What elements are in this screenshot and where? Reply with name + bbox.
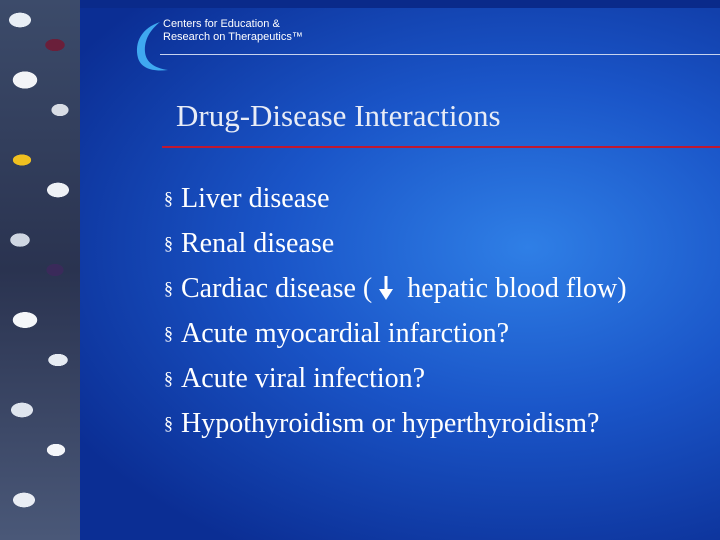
bullet-text-after: hepatic blood flow) bbox=[400, 273, 627, 304]
header-rule bbox=[160, 54, 720, 55]
org-name bbox=[163, 18, 303, 44]
bullet-item bbox=[164, 356, 627, 401]
title-underline bbox=[162, 146, 720, 148]
bullet-text: Renal disease bbox=[181, 228, 335, 259]
bullet-text: Acute viral infection? bbox=[181, 363, 426, 394]
org-name-line1: Centers for Education & bbox=[163, 18, 280, 30]
bullet-item bbox=[164, 221, 627, 266]
pills-photo bbox=[0, 0, 80, 540]
bullet-marker: § bbox=[164, 233, 173, 253]
bullet-marker: § bbox=[164, 368, 173, 388]
bullet-item bbox=[164, 401, 627, 446]
bullet-text: Liver disease bbox=[181, 183, 330, 214]
bullet-marker: § bbox=[164, 188, 173, 208]
down-arrow-icon bbox=[376, 275, 396, 301]
slide-title: Drug-Disease Interactions bbox=[176, 98, 501, 133]
bullet-item bbox=[164, 311, 627, 356]
bullet-item bbox=[164, 176, 627, 221]
org-name-line2: Research on Therapeutics™ bbox=[163, 31, 303, 43]
bullet-marker: § bbox=[164, 278, 173, 298]
bullet-marker: § bbox=[164, 323, 173, 343]
bullet-marker: § bbox=[164, 413, 173, 433]
bullet-list bbox=[164, 176, 627, 446]
bullet-text-before: Cardiac disease ( bbox=[181, 273, 373, 304]
bullet-text: Hypothyroidism or hyperthyroidism? bbox=[181, 408, 600, 439]
bullet-text: Acute myocardial infarction? bbox=[181, 318, 510, 349]
bullet-item bbox=[164, 266, 627, 311]
